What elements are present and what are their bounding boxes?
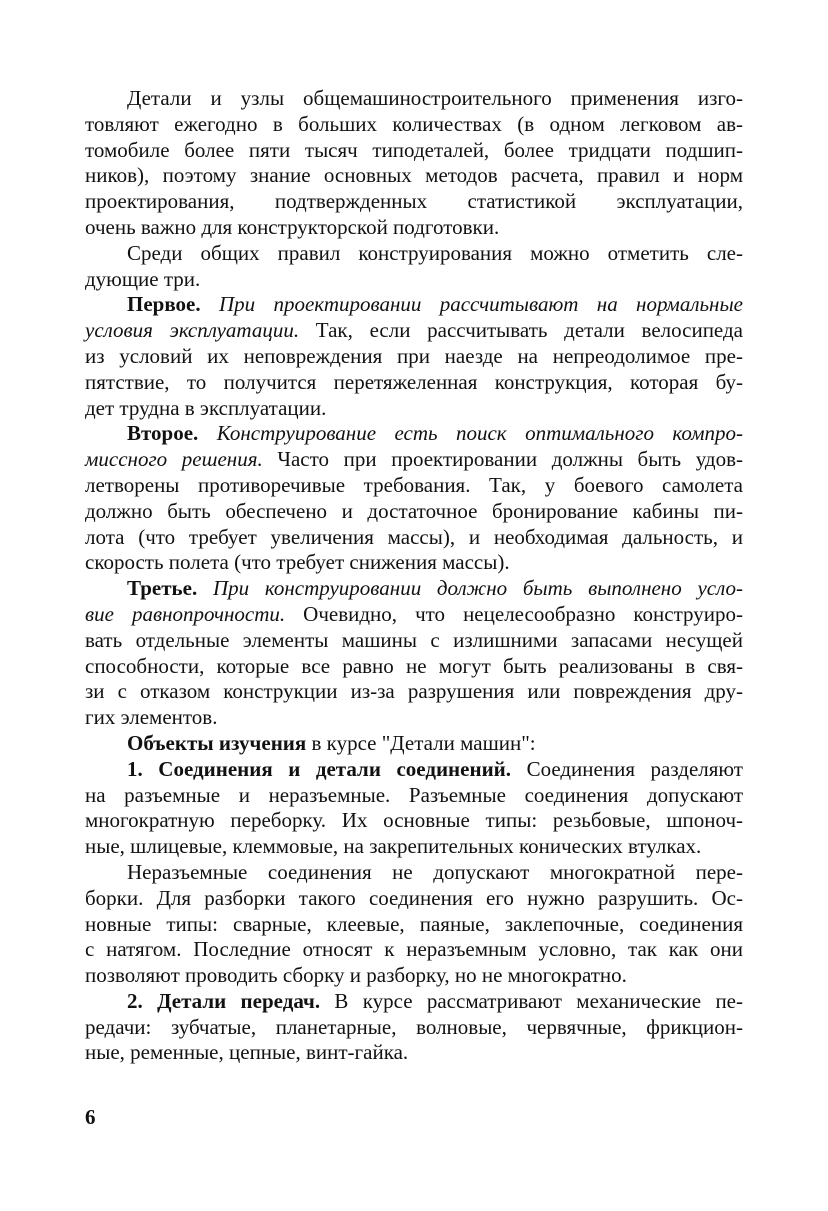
paragraph	[85, 86, 743, 241]
text-line	[85, 112, 743, 138]
text-run: ников), поэтому знание основных методов расчета, правил и норм	[85, 163, 743, 188]
paragraph	[85, 989, 743, 1066]
text-line	[85, 1015, 743, 1041]
text-line	[85, 473, 743, 499]
text-run: проектирования, подтвержденных статистикой эксплуатации,	[85, 189, 743, 214]
text-run	[198, 421, 216, 445]
italic-run: вие равнопрочности.	[85, 601, 286, 626]
italic-run: миссного решения.	[85, 447, 263, 472]
text-line	[85, 628, 743, 654]
paragraph	[85, 757, 743, 860]
text-run: товляют ежегодно в больших количествах (в одном легковом ав-	[85, 111, 743, 136]
text-run: скорость полета (что требует снижения массы).	[85, 550, 510, 575]
text-line	[85, 370, 743, 396]
text-line	[85, 138, 743, 164]
text-line	[85, 654, 743, 680]
text-line	[85, 808, 743, 834]
text-run: пятствие, то получится перетяжеленная конструкция, которая бу-	[85, 369, 743, 394]
text-line	[85, 783, 743, 809]
text-line	[85, 834, 743, 860]
paragraph	[85, 860, 743, 989]
italic-run: Конструирование есть поиск оптимального компро-	[216, 421, 744, 446]
text-run: дующие три.	[85, 266, 201, 291]
text-line	[85, 447, 743, 473]
text-line	[85, 267, 743, 293]
text-run: Соединения разделяют	[511, 756, 743, 781]
text-run: лота (что требует увеличения массы), и необходимая дальность, и	[85, 524, 743, 549]
text-run: многократную переборку. Их основные типы: резьбовые, шпоноч-	[85, 808, 743, 833]
text-line	[85, 215, 743, 241]
text-run: гих элементов.	[85, 705, 218, 730]
text-run: редачи: зубчатые, планетарные, волновые, червячные, фрикцион-	[85, 1014, 743, 1039]
text-line	[85, 318, 743, 344]
text-run: Среди общих правил конструирования можно отметить сле-	[127, 240, 743, 265]
text-line	[85, 705, 743, 731]
text-line	[85, 989, 743, 1015]
text-line	[85, 189, 743, 215]
paragraph	[85, 241, 743, 293]
text-line	[85, 344, 743, 370]
bold-run: 1. Соединения и детали соединений.	[127, 756, 512, 781]
text-run: с натягом. Последние относят к неразъемным условно, так как они	[85, 937, 743, 962]
text-run: на разъемные и неразъемные. Разъемные соединения допускают	[85, 782, 743, 807]
bold-run: Третье.	[127, 576, 198, 601]
text-line	[85, 1040, 743, 1066]
paragraph	[85, 731, 743, 757]
text-run: должно быть обеспечено и достаточное бронирование кабины пи-	[85, 498, 743, 523]
text-line	[85, 421, 743, 447]
paragraph	[85, 576, 743, 731]
bold-run: 2. Детали передач.	[127, 988, 321, 1013]
text-line	[85, 757, 743, 783]
text-run: летворены противоречивые требования. Так, у боевого самолета	[85, 472, 743, 497]
paragraph	[85, 292, 743, 421]
text-line	[85, 292, 743, 318]
text-run: В курсе рассматривают механические пе-	[320, 988, 743, 1013]
text-run: позволяют проводить сборку и разборку, но не многократно.	[85, 963, 627, 988]
text-run	[201, 292, 219, 316]
italic-run: При конструировании должно быть выполнено усло-	[212, 576, 744, 601]
italic-run: При проектировании рассчитывают на нормальные	[218, 292, 743, 317]
bold-run: Второе.	[127, 421, 199, 446]
text-run: зи с отказом конструкции из-за разрушения или повреждения дру-	[85, 679, 743, 704]
text-line	[85, 886, 743, 912]
text-line	[85, 576, 743, 602]
text-run	[197, 576, 213, 600]
text-line	[85, 937, 743, 963]
text-line	[85, 679, 743, 705]
text-run: ные, шлицевые, клеммовые, на закрепительных конических втулках.	[85, 834, 702, 859]
text-line	[85, 912, 743, 938]
text-run: борки. Для разборки такого соединения его нужно разрушить. Ос-	[85, 885, 743, 910]
page-body	[85, 86, 743, 1066]
italic-run: условия эксплуатации.	[85, 318, 300, 343]
text-line	[85, 396, 743, 422]
text-line	[85, 86, 743, 112]
text-line	[85, 525, 743, 551]
bold-run: Объекты изучения	[127, 730, 307, 755]
bold-run: Первое.	[127, 292, 201, 317]
text-run: Неразъемные соединения не допускают многократной пере-	[127, 859, 743, 884]
text-run: Часто при проектировании должны быть удов-	[262, 447, 744, 472]
text-line	[85, 963, 743, 989]
text-run: Очевидно, что нецелесообразно конструиро-	[285, 601, 743, 626]
text-line	[85, 241, 743, 267]
text-line	[85, 550, 743, 576]
text-run: Детали и узлы общемашиностроительного применения изго-	[127, 86, 743, 110]
text-run: Так, если рассчитывать детали велосипеда	[299, 318, 743, 343]
text-run: ные, ременные, цепные, винт-гайка.	[85, 1040, 409, 1065]
text-run: дет трудна в эксплуатации.	[85, 395, 327, 420]
text-line	[85, 602, 743, 628]
text-line	[85, 499, 743, 525]
text-line	[85, 163, 743, 189]
text-run: вать отдельные элементы машины с излишними запасами несущей	[85, 627, 743, 652]
text-run: очень важно для конструкторской подготовки.	[85, 214, 500, 239]
text-line	[85, 731, 743, 757]
text-run: новные типы: сварные, клеевые, паяные, заклепочные, соединения	[85, 911, 743, 936]
text-run: из условий их неповреждения при наезде на непреодолимое пре-	[85, 343, 743, 368]
paragraph	[85, 421, 743, 576]
text-run: в курсе "Детали машин":	[306, 730, 536, 755]
text-line	[85, 860, 743, 886]
text-run: способности, которые все равно не могут быть реализованы в свя-	[85, 653, 743, 678]
page-number: 6	[85, 1105, 96, 1129]
text-run: томобиле более пяти тысяч типодеталей, более тридцати подшип-	[85, 137, 743, 162]
